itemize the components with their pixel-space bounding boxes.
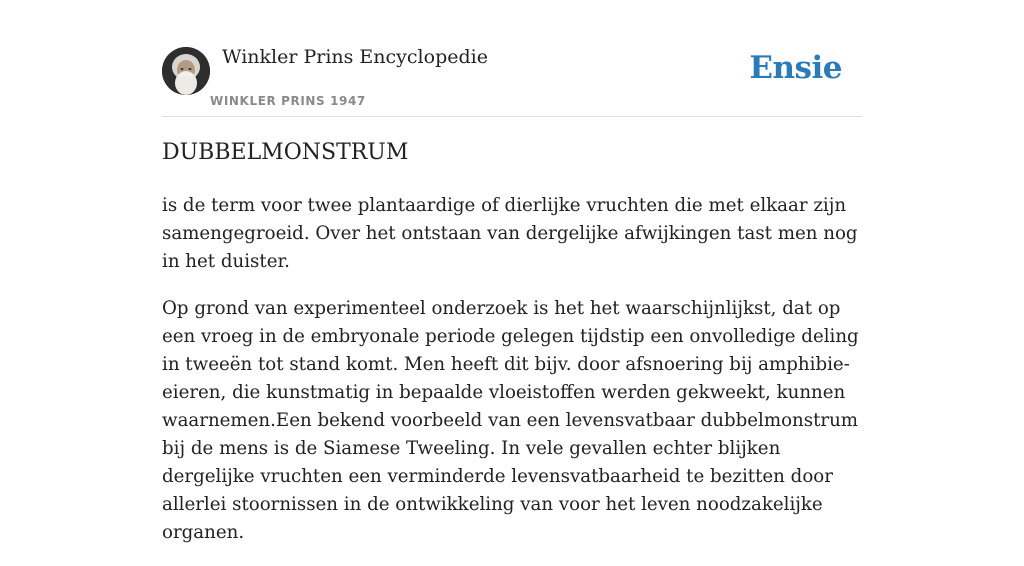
avatar-portrait-drawing bbox=[162, 47, 210, 95]
header bbox=[162, 0, 862, 117]
entry-title: DUBBELMONSTRUM bbox=[162, 140, 409, 165]
paragraph: is de term voor twee plantaardige of dierlijke vruchten die met elkaar zijn samengegroeid. Over het ontstaan van dergelijke afwijkingen tast men nog in het duister. bbox=[162, 195, 858, 272]
paragraph: Op grond van experimenteel onderzoek is het het waarschijnlijkst, dat op een vroeg in de embryonale periode gelegen tijdstip een onvolledige deling in tweeën tot stand komt. Men heeft dit bijv. door afsnoering bij amphibie-eieren, die kunstmatig in bepaalde vloeistoffen werden gekweekt, kunnen waarnemen.Een bekend voorbeeld van een levensvatbaar dubbelmonstrum bij de mens is de Siamese Tweeling. In vele gevallen echter blijken dergelijke vruchten een verminderde levensvatbaarheid te bezitten door allerlei stoornissen in de ontwikkeling van voor het leven noodzakelijke organen. bbox=[162, 298, 859, 543]
page bbox=[162, 0, 862, 543]
source-title[interactable]: Winkler Prins Encyclopedie bbox=[222, 46, 488, 68]
portrait-avatar-icon[interactable] bbox=[162, 47, 210, 95]
entry-body bbox=[162, 192, 862, 566]
source-edition[interactable]: WINKLER PRINS 1947 bbox=[210, 94, 366, 108]
ensie-logo[interactable]: Ensie bbox=[749, 50, 842, 86]
